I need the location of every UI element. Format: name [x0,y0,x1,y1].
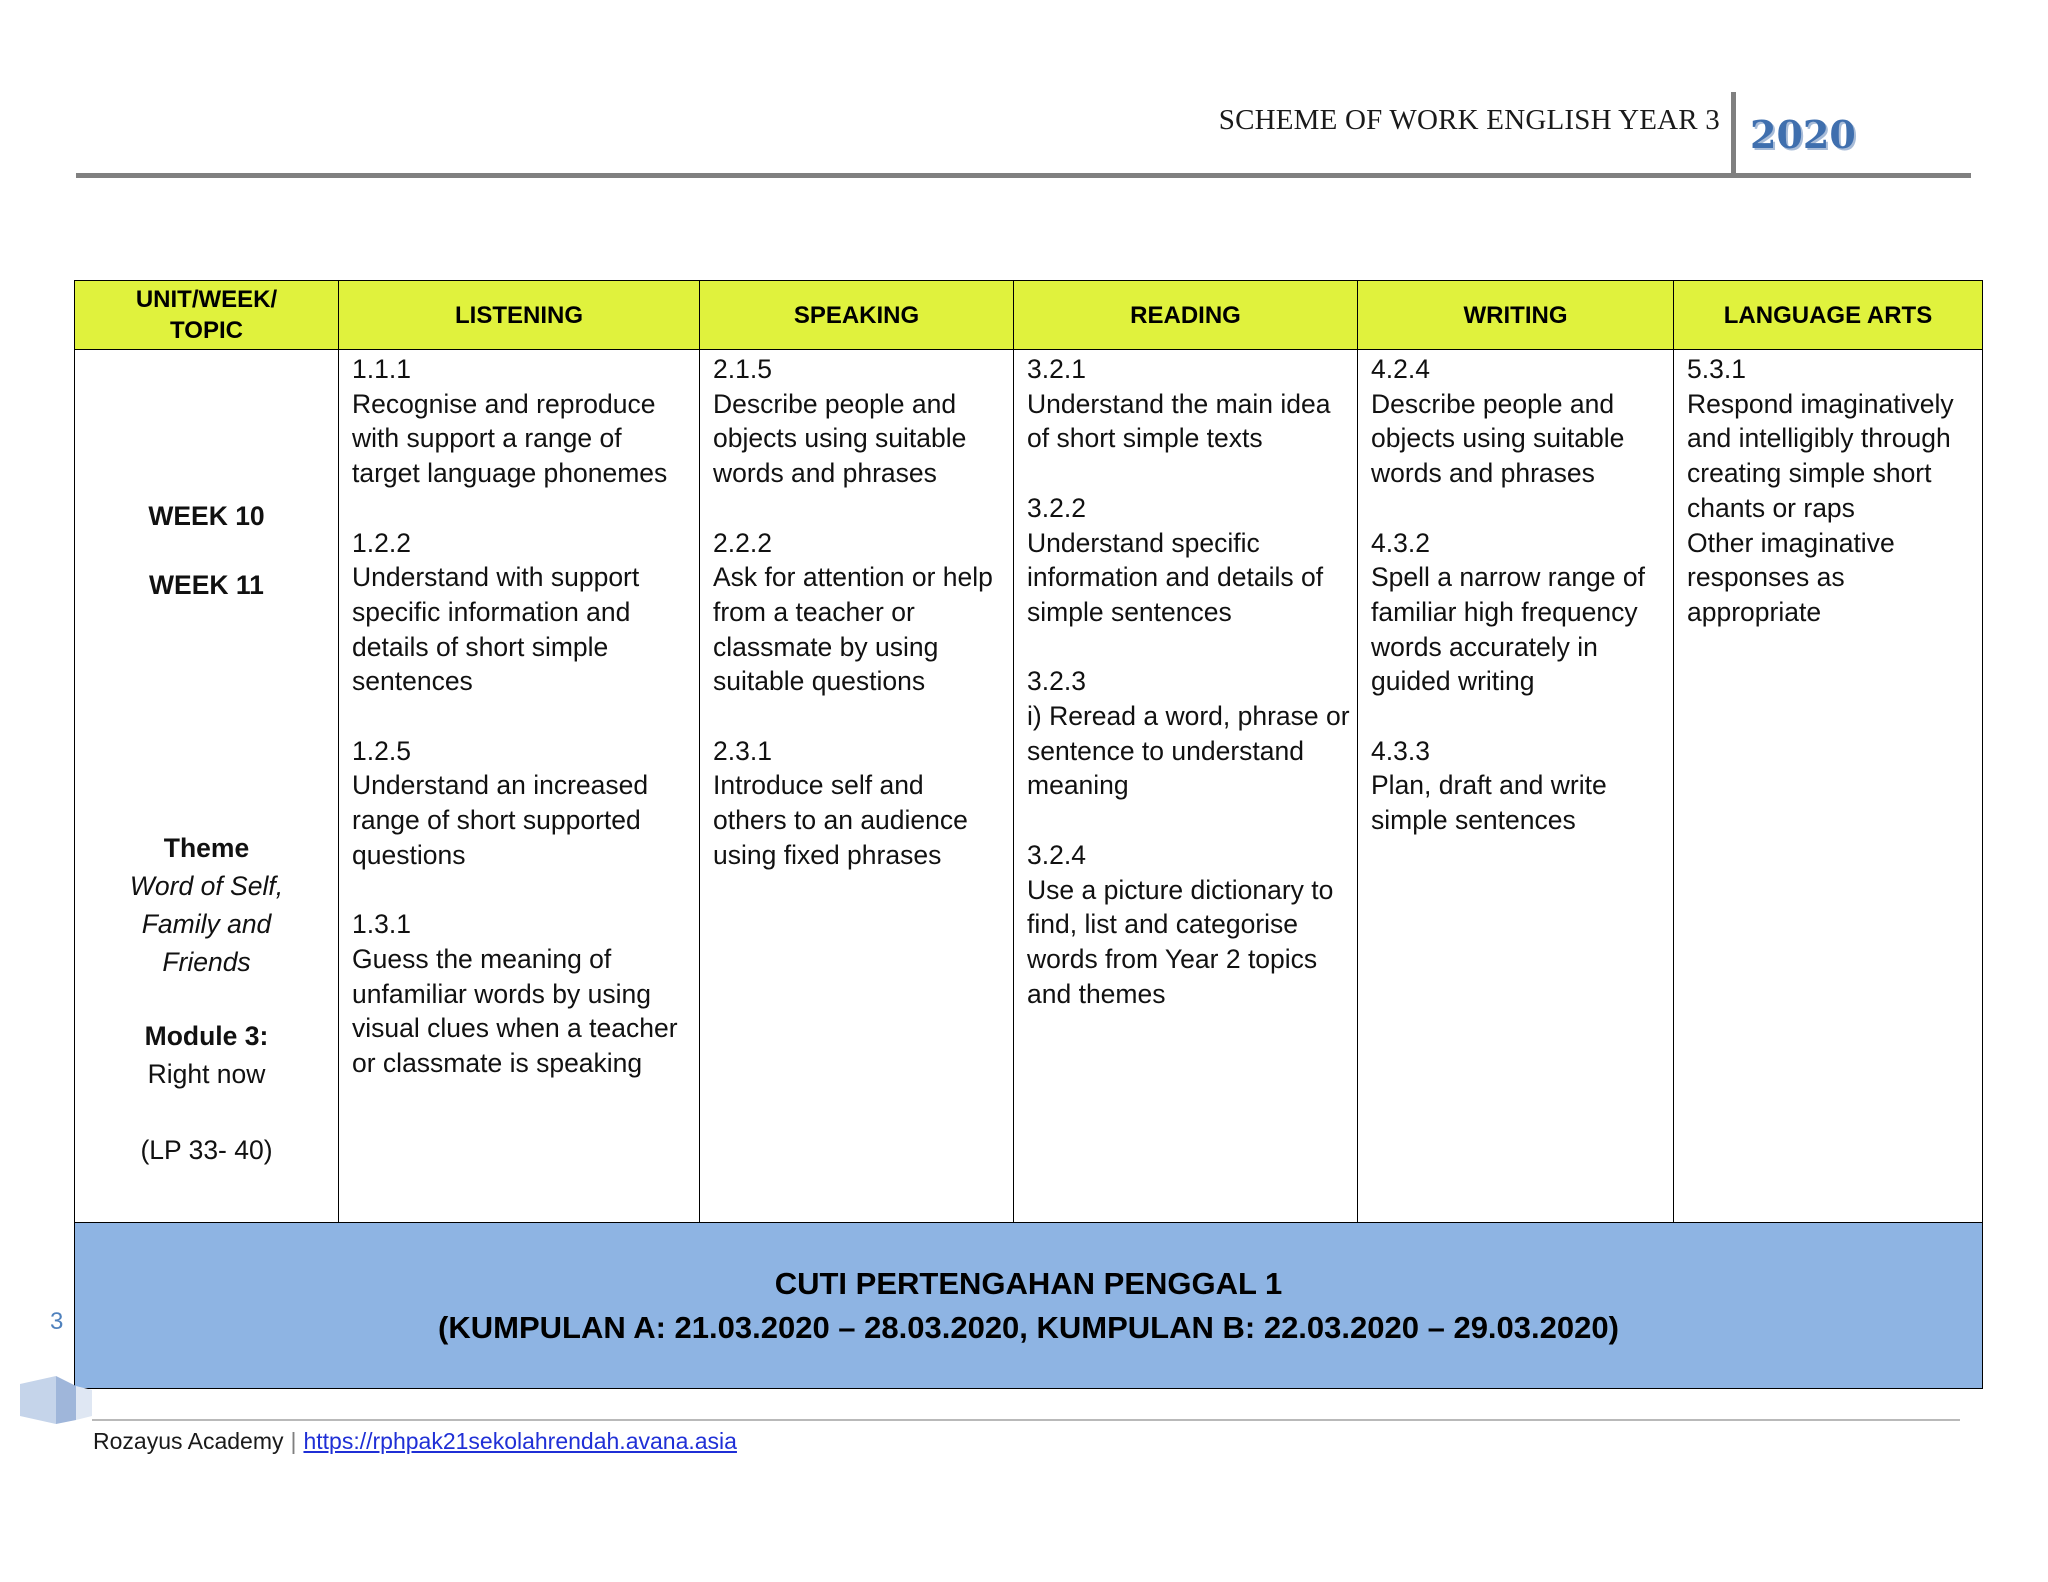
publisher-name: Rozayus Academy [93,1428,284,1454]
speaking-cell: 2.1.5 Describe people and objects using suitable words and phrases 2.2.2 Ask for attention or help from a teacher or classmate by using suitable questions 2.3.1 Introduce self and others to an audience using fixed phrases [700,350,1014,1223]
footer [93,1428,737,1455]
footer-separator: | [290,1428,297,1454]
publisher-link[interactable]: https://rphpak21sekolahrendah.avana.asia [303,1428,737,1454]
header-divider [1731,92,1736,176]
page-number: 3 [50,1308,64,1335]
theme-name: Family and [141,909,272,939]
unit-week-topic-cell [75,350,339,1223]
holiday-row [75,1223,1983,1389]
listening-cell: 1.1.1 Recognise and reproduce with support a range of target language phonemes 1.2.2 Understand with support specific information and details of short simple sentences 1.2.5 Understand an increased range of short supported questions 1.3.1 Guess the meaning of unfamiliar words by using visual clues when a teacher or classmate is speaking [339,350,700,1223]
table-row [75,350,1983,1223]
column-header-reading: READING [1014,281,1358,350]
column-header-speaking: SPEAKING [700,281,1014,350]
document-title: SCHEME OF WORK ENGLISH YEAR 3 [1218,104,1720,136]
header-rule [76,173,1971,178]
reading-cell: 3.2.1 Understand the main idea of short simple texts 3.2.2 Understand specific information and details of simple sentences 3.2.3 i) Reread a word, phrase or sentence to understand meaning 3.2.4 Use a picture dictionary to find, list and categorise words from Year 2 topics and themes [1014,350,1358,1223]
page-corner-decoration-icon [18,1372,92,1428]
column-header-listening: LISTENING [339,281,700,350]
document-year: 2020 [1750,112,1856,157]
table-header-row [75,281,1983,350]
module-label: Module 3: [144,1021,269,1051]
holiday-banner [75,1223,1983,1389]
column-header-language-arts: LANGUAGE ARTS [1674,281,1983,350]
theme-label: Theme [163,833,250,863]
language-arts-cell: 5.3.1 Respond imaginatively and intelligibly through creating simple short chants or raps Other imaginative responses as appropriate [1674,350,1983,1223]
column-header-unit: UNIT/WEEK/ TOPIC [75,281,339,350]
lesson-range: (LP 33- 40) [140,1135,273,1165]
holiday-dates: (KUMPULAN A: 21.03.2020 – 28.03.2020, KUMPULAN B: 22.03.2020 – 29.03.2020) [438,1309,1619,1345]
week-label: WEEK 10 [148,501,265,531]
column-header-writing: WRITING [1358,281,1674,350]
footer-rule [92,1419,1960,1421]
scheme-of-work-table [74,280,1983,1389]
writing-cell: 4.2.4 Describe people and objects using suitable words and phrases 4.3.2 Spell a narrow range of familiar high frequency words accurately in guided writing 4.3.3 Plan, draft and write simple sentences [1358,350,1674,1223]
module-name: Right now [147,1059,266,1089]
theme-name: Friends [162,947,251,977]
week-label: WEEK 11 [149,570,264,600]
holiday-title: CUTI PERTENGAHAN PENGGAL 1 [774,1265,1283,1301]
theme-name: Word of Self, [129,871,284,901]
